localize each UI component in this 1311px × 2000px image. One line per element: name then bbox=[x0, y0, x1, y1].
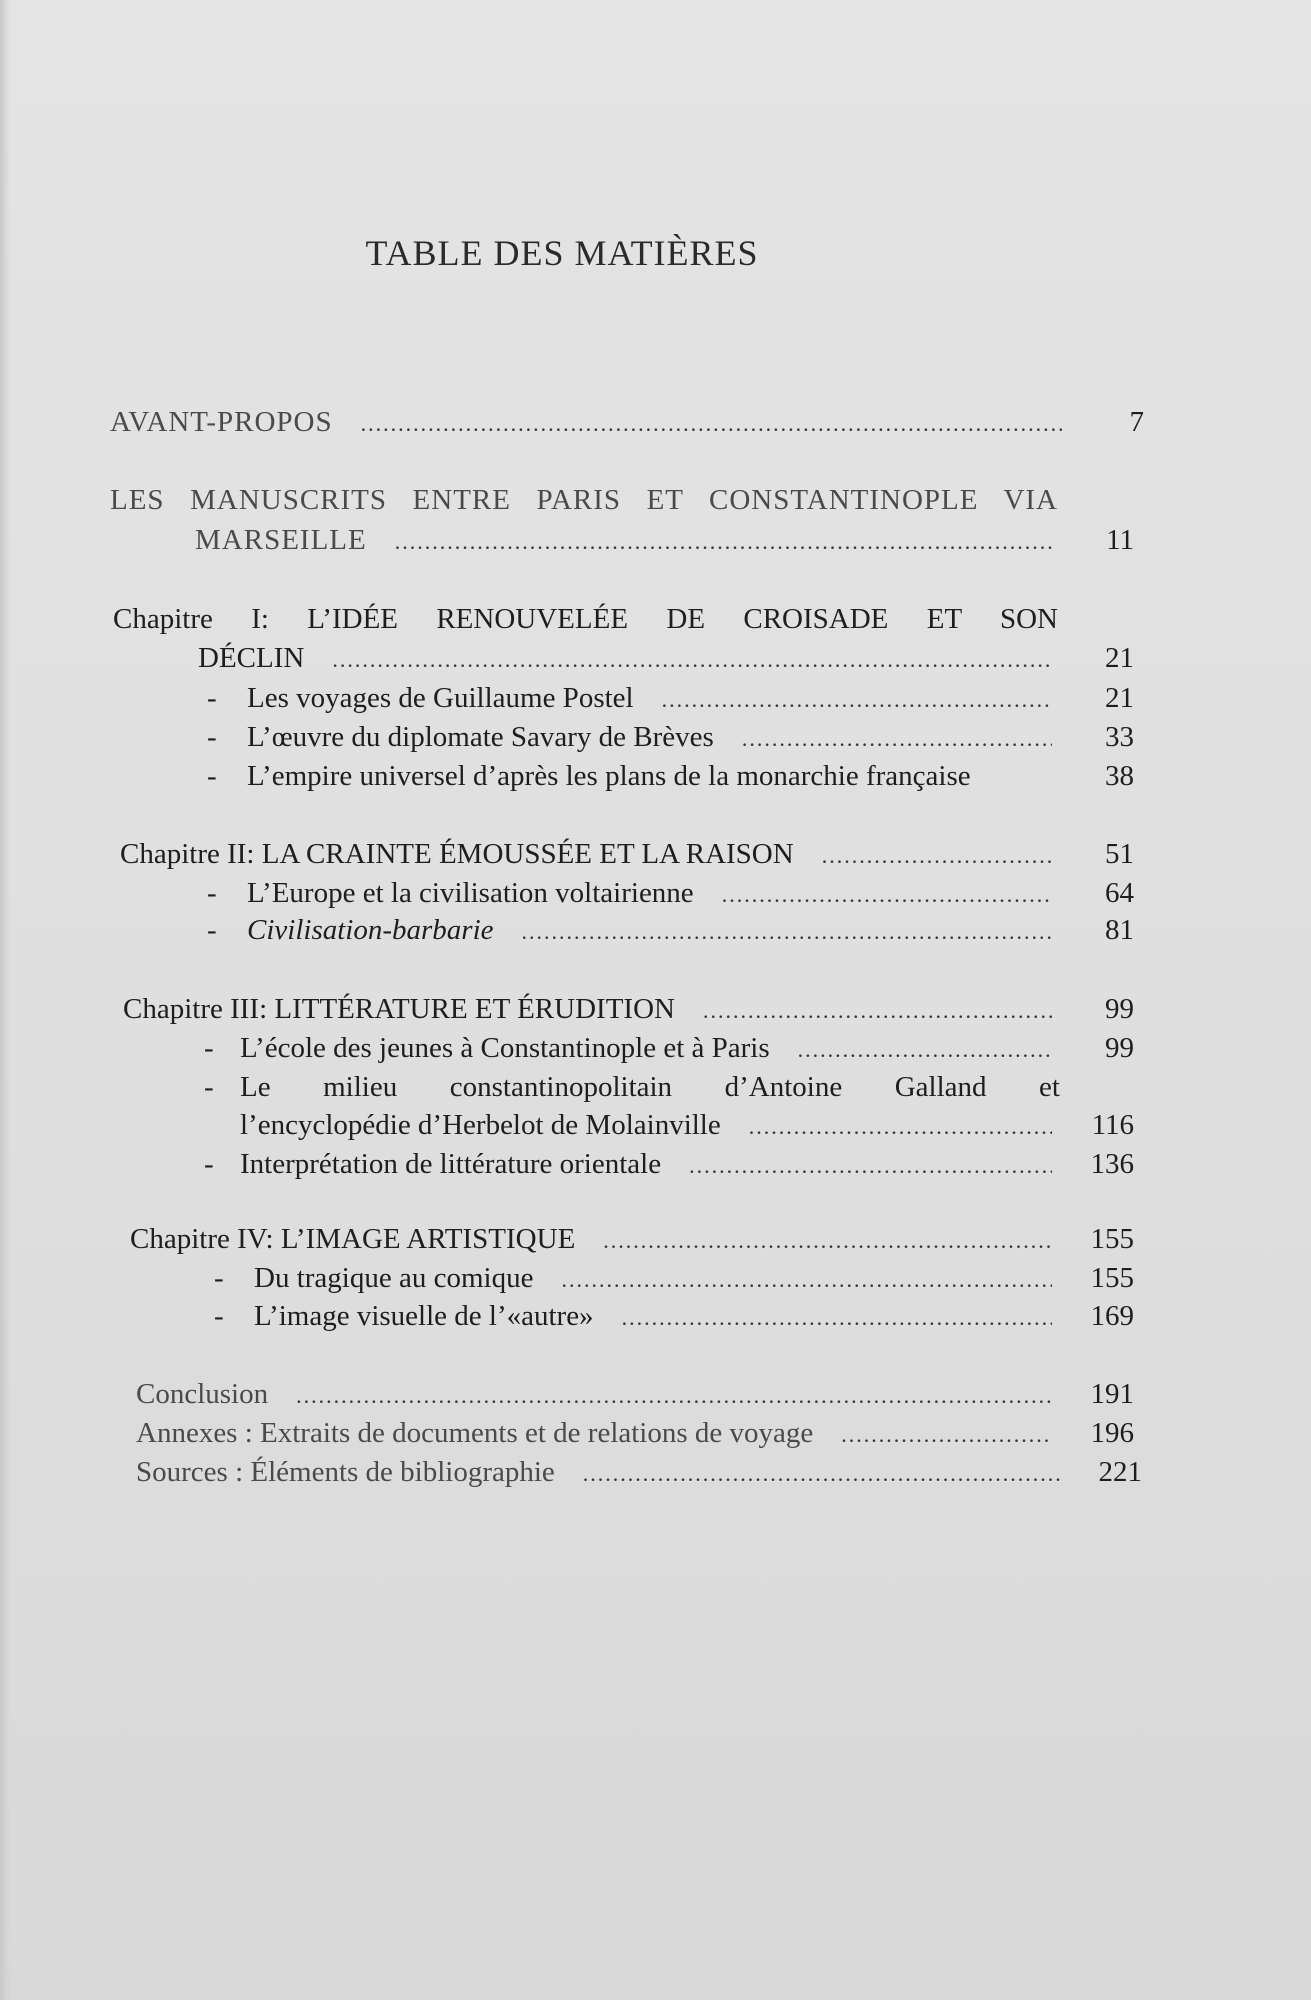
toc-page-number: 38 bbox=[1105, 760, 1134, 792]
toc-section-1-2[interactable] bbox=[207, 718, 1134, 758]
toc-section-3-2-dash bbox=[204, 1068, 240, 1106]
toc-entry-label: Chapitre III: LITTÉRATURE ET ÉRUDITION bbox=[123, 993, 675, 1025]
toc-chapter-4[interactable] bbox=[130, 1220, 1134, 1260]
toc-entry-label: L’école des jeunes à Constantinople et à Paris bbox=[240, 1032, 770, 1064]
dot-leader bbox=[662, 681, 1052, 719]
toc-page-number: 21 bbox=[1105, 682, 1134, 714]
toc-entry-sources[interactable] bbox=[136, 1453, 1142, 1493]
toc-page-number: 33 bbox=[1105, 721, 1134, 753]
toc-entry-label: Du tragique au comique bbox=[254, 1262, 534, 1294]
toc-entry-manuscrits[interactable] bbox=[195, 521, 1134, 561]
toc-page-number: 11 bbox=[1106, 524, 1134, 556]
dot-leader bbox=[395, 523, 1052, 561]
dot-leader bbox=[332, 641, 1052, 679]
toc-chapter-3[interactable] bbox=[123, 990, 1134, 1030]
page-title: TABLE DES MATIÈRES bbox=[365, 233, 759, 273]
toc-chapter-1[interactable] bbox=[198, 639, 1134, 679]
dot-leader bbox=[361, 405, 1062, 443]
toc-section-2-1[interactable] bbox=[207, 874, 1134, 914]
toc-page-number: 99 bbox=[1105, 993, 1134, 1025]
toc-page-number: 21 bbox=[1105, 642, 1134, 674]
toc-entry-label: Conclusion bbox=[136, 1378, 269, 1410]
dot-leader bbox=[798, 1031, 1052, 1069]
toc-page-number: 7 bbox=[1129, 406, 1144, 438]
toc-page-number: 64 bbox=[1105, 877, 1134, 909]
toc-page-number: 136 bbox=[1090, 1148, 1134, 1180]
toc-page-number: 155 bbox=[1090, 1223, 1134, 1255]
dot-leader bbox=[603, 1222, 1052, 1260]
toc-entry-label: L’œuvre du diplomate Savary de Brèves bbox=[247, 721, 714, 753]
toc-page-number: 99 bbox=[1105, 1032, 1134, 1064]
toc-entry-avant-propos[interactable] bbox=[110, 403, 1144, 443]
toc-entry-manuscrits-line1: LES MANUSCRITS ENTRE PARIS ET CONSTANTINOPLE VIA bbox=[110, 484, 1058, 516]
toc-entry-label: Chapitre II: LA CRAINTE ÉMOUSSÉE ET LA RAISON bbox=[120, 838, 794, 870]
toc-entry-label: AVANT-PROPOS bbox=[110, 406, 333, 438]
toc-entry-label: Annexes : Extraits de documents et de relations de voyage bbox=[136, 1417, 814, 1449]
toc-chapter-2[interactable] bbox=[120, 835, 1134, 875]
toc-entry-label: L’Europe et la civilisation voltairienne bbox=[247, 877, 694, 909]
dash-marker: - bbox=[207, 760, 217, 792]
toc-page-number: 81 bbox=[1105, 914, 1134, 946]
dot-leader bbox=[742, 720, 1052, 758]
toc-entry-annexes[interactable] bbox=[136, 1414, 1134, 1454]
dash-marker: - bbox=[204, 1032, 214, 1064]
page-edge-shadow bbox=[0, 0, 10, 2000]
dash-marker: - bbox=[207, 682, 217, 714]
toc-section-2-2[interactable] bbox=[207, 911, 1134, 951]
toc-page-number: 196 bbox=[1090, 1417, 1134, 1449]
dot-leader bbox=[822, 837, 1052, 875]
dot-leader bbox=[749, 1108, 1052, 1146]
toc-section-1-3[interactable] bbox=[207, 757, 1134, 795]
dash-marker: - bbox=[204, 1148, 214, 1180]
toc-page-number: 191 bbox=[1090, 1378, 1134, 1410]
toc-entry-label: Sources : Éléments de bibliographie bbox=[136, 1456, 555, 1488]
dot-leader bbox=[689, 1147, 1052, 1185]
dot-leader bbox=[703, 992, 1052, 1030]
toc-section-3-2[interactable] bbox=[240, 1106, 1134, 1146]
toc-page-number: 116 bbox=[1091, 1109, 1134, 1141]
dash-marker: - bbox=[204, 1071, 214, 1103]
toc-entry-label: L’empire universel d’après les plans de la monarchie française bbox=[247, 760, 971, 792]
dash-marker: - bbox=[214, 1262, 224, 1294]
dot-leader bbox=[583, 1455, 1060, 1493]
toc-page-number: 169 bbox=[1090, 1300, 1134, 1332]
toc-entry-label: L’image visuelle de l’«autre» bbox=[254, 1300, 594, 1332]
toc-section-3-3[interactable] bbox=[204, 1145, 1134, 1185]
toc-entry-label: Les voyages de Guillaume Postel bbox=[247, 682, 634, 714]
dot-leader bbox=[722, 876, 1052, 914]
dash-marker: - bbox=[214, 1300, 224, 1332]
toc-page-number: 155 bbox=[1090, 1262, 1134, 1294]
toc-section-4-1[interactable] bbox=[214, 1259, 1134, 1299]
toc-page-number: 51 bbox=[1105, 838, 1134, 870]
dash-marker: - bbox=[207, 721, 217, 753]
toc-entry-label: MARSEILLE bbox=[195, 524, 367, 556]
toc-entry-label: Interprétation de littérature orientale bbox=[240, 1148, 662, 1180]
dash-marker: - bbox=[207, 914, 217, 946]
toc-section-1-1[interactable] bbox=[207, 679, 1134, 719]
dot-leader bbox=[622, 1299, 1052, 1337]
toc-entry-label: Chapitre IV: L’IMAGE ARTISTIQUE bbox=[130, 1223, 576, 1255]
toc-entry-label: DÉCLIN bbox=[198, 642, 305, 674]
dot-leader bbox=[841, 1416, 1052, 1454]
toc-page-number: 221 bbox=[1098, 1456, 1142, 1488]
toc-entry-label: Civilisation-barbarie bbox=[247, 914, 494, 946]
dot-leader bbox=[296, 1377, 1052, 1415]
dash-marker: - bbox=[207, 877, 217, 909]
toc-section-3-2-line1: Le milieu constantinopolitain d’Antoine Galland et bbox=[240, 1071, 1060, 1103]
toc-chapter-1-line1: Chapitre I: L’IDÉE RENOUVELÉE DE CROISADE ET SON bbox=[113, 603, 1058, 635]
toc-entry-conclusion[interactable] bbox=[136, 1375, 1134, 1415]
dot-leader bbox=[522, 913, 1053, 951]
toc-section-4-2[interactable] bbox=[214, 1297, 1134, 1337]
dot-leader bbox=[561, 1261, 1052, 1299]
toc-entry-label: l’encyclopédie d’Herbelot de Molainville bbox=[240, 1109, 721, 1141]
toc-section-3-1[interactable] bbox=[204, 1029, 1134, 1069]
